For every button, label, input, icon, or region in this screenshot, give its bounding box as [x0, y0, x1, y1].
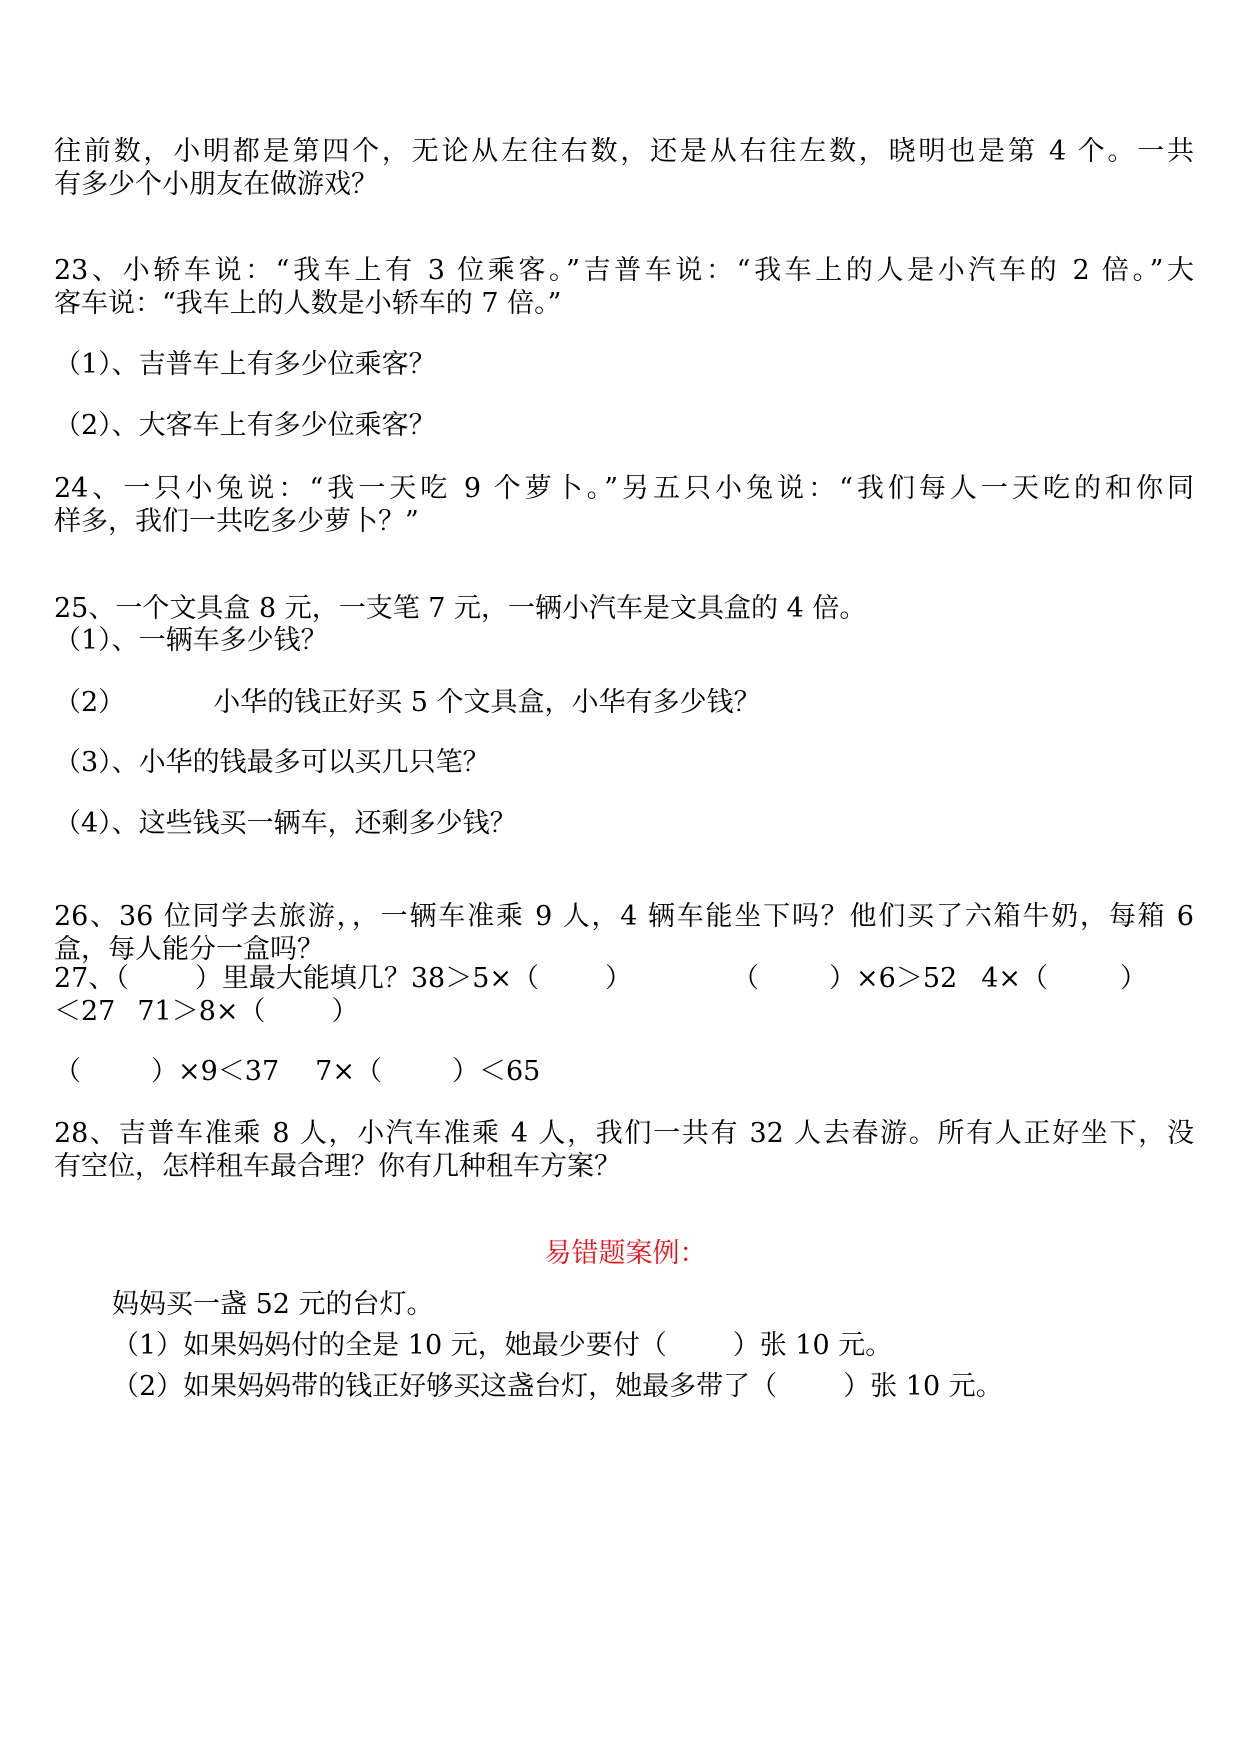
mistakes-item-2-text: （2）如果妈妈带的钱正好够买这盏台灯，她最多带了（: [112, 1371, 778, 1402]
q22-line-1: 往前数，小明都是第四个，无论从左往右数，还是从右往左数，晓明也是第 4 个。一共: [54, 136, 1194, 167]
q27-line-3: [54, 1055, 1194, 1089]
q25-sub-2-text: 小华的钱正好买 5 个文具盒，小华有多少钱？: [213, 687, 761, 718]
q25-sub-question-2: [54, 686, 1194, 720]
mistakes-item-1: [112, 1329, 1241, 1363]
q27-expression: ）×9＜37: [151, 1056, 280, 1087]
q24-line-1: 24、一只小兔说：“我一天吃 9 个萝卜。”另五只小兔说：“我们每人一天吃的和你同: [54, 473, 1194, 504]
q22-line-2: 有多少个小朋友在做游戏？: [54, 169, 378, 200]
q27-expression: 71＞8×（: [137, 996, 266, 1027]
q27-blank-open: （: [54, 1056, 81, 1087]
q23-sub-question-1: （1）、吉普车上有多少位乘客？: [54, 349, 436, 380]
q27-blank-close: ）: [331, 996, 359, 1027]
q23-line-2: 客车说：“我车上的人数是小轿车的 7 倍。”: [54, 288, 562, 319]
mistakes-item-1-end: ）张 10 元。: [732, 1330, 893, 1361]
common-mistakes-heading: 易错题案例：: [544, 1238, 707, 1269]
q25-line-1: 25、一个文具盒 8 元，一支笔 7 元，一辆小汽车是文具盒的 4 倍。: [54, 593, 867, 624]
q28-line-2: 有空位，怎样租车最合理？你有几种租车方案？: [54, 1151, 621, 1182]
q27-expression: 7×（: [315, 1056, 382, 1087]
mistakes-intro: 妈妈买一盏 52 元的台灯。: [112, 1289, 434, 1320]
q27-line-2: [54, 995, 1194, 1029]
q27-line-1: [54, 962, 1194, 996]
q23-sub-question-2: （2）、大客车上有多少位乘客？: [54, 410, 436, 441]
q28-line-1: 28、吉普车准乘 8 人，小汽车准乘 4 人，我们一共有 32 人去春游。所有人正好坐下，没: [54, 1118, 1194, 1149]
q25-sub-question-1: （1）、一辆车多少钱？: [54, 625, 328, 656]
q26-line-1: 26、36 位同学去旅游，，一辆车准乘 9 人，4 辆车能坐下吗？他们买了六箱牛奶，每箱 6: [54, 901, 1194, 932]
q27-expression: ）＜65: [451, 1056, 541, 1087]
q25-sub-2-label: （2）: [54, 687, 126, 718]
mistakes-item-2-end: ）张 10 元。: [843, 1371, 1003, 1402]
q23-line-1: 23、小轿车说：“我车上有 3 位乘客。”吉普车说：“我车上的人是小汽车的 2 倍。”大: [54, 255, 1194, 286]
q27-expression: ＜27: [54, 996, 116, 1027]
q25-sub-question-4: （4）、这些钱买一辆车，还剩多少钱？: [54, 808, 517, 839]
q27-prompt: ）里最大能填几？38＞5×（: [194, 963, 540, 994]
q27-blank-close: ）: [1120, 963, 1148, 994]
q27-blank-open: 27、（: [54, 963, 129, 994]
q24-line-2: 样多，我们一共吃多少萝卜？”: [54, 506, 419, 537]
q27-blank-close: ）: [605, 963, 633, 994]
q27-blank-open: （: [732, 963, 760, 994]
mistakes-item-2: [112, 1370, 1241, 1404]
mistakes-item-1-text: （1）如果妈妈付的全是 10 元，她最少要付（: [112, 1330, 667, 1361]
q27-expression: 4×（: [981, 963, 1049, 994]
q25-sub-question-3: （3）、小华的钱最多可以买几只笔？: [54, 747, 490, 778]
q26-line-2: 盒，每人能分一盒吗？: [54, 934, 324, 965]
q27-expression: ）×6＞52: [829, 963, 958, 994]
